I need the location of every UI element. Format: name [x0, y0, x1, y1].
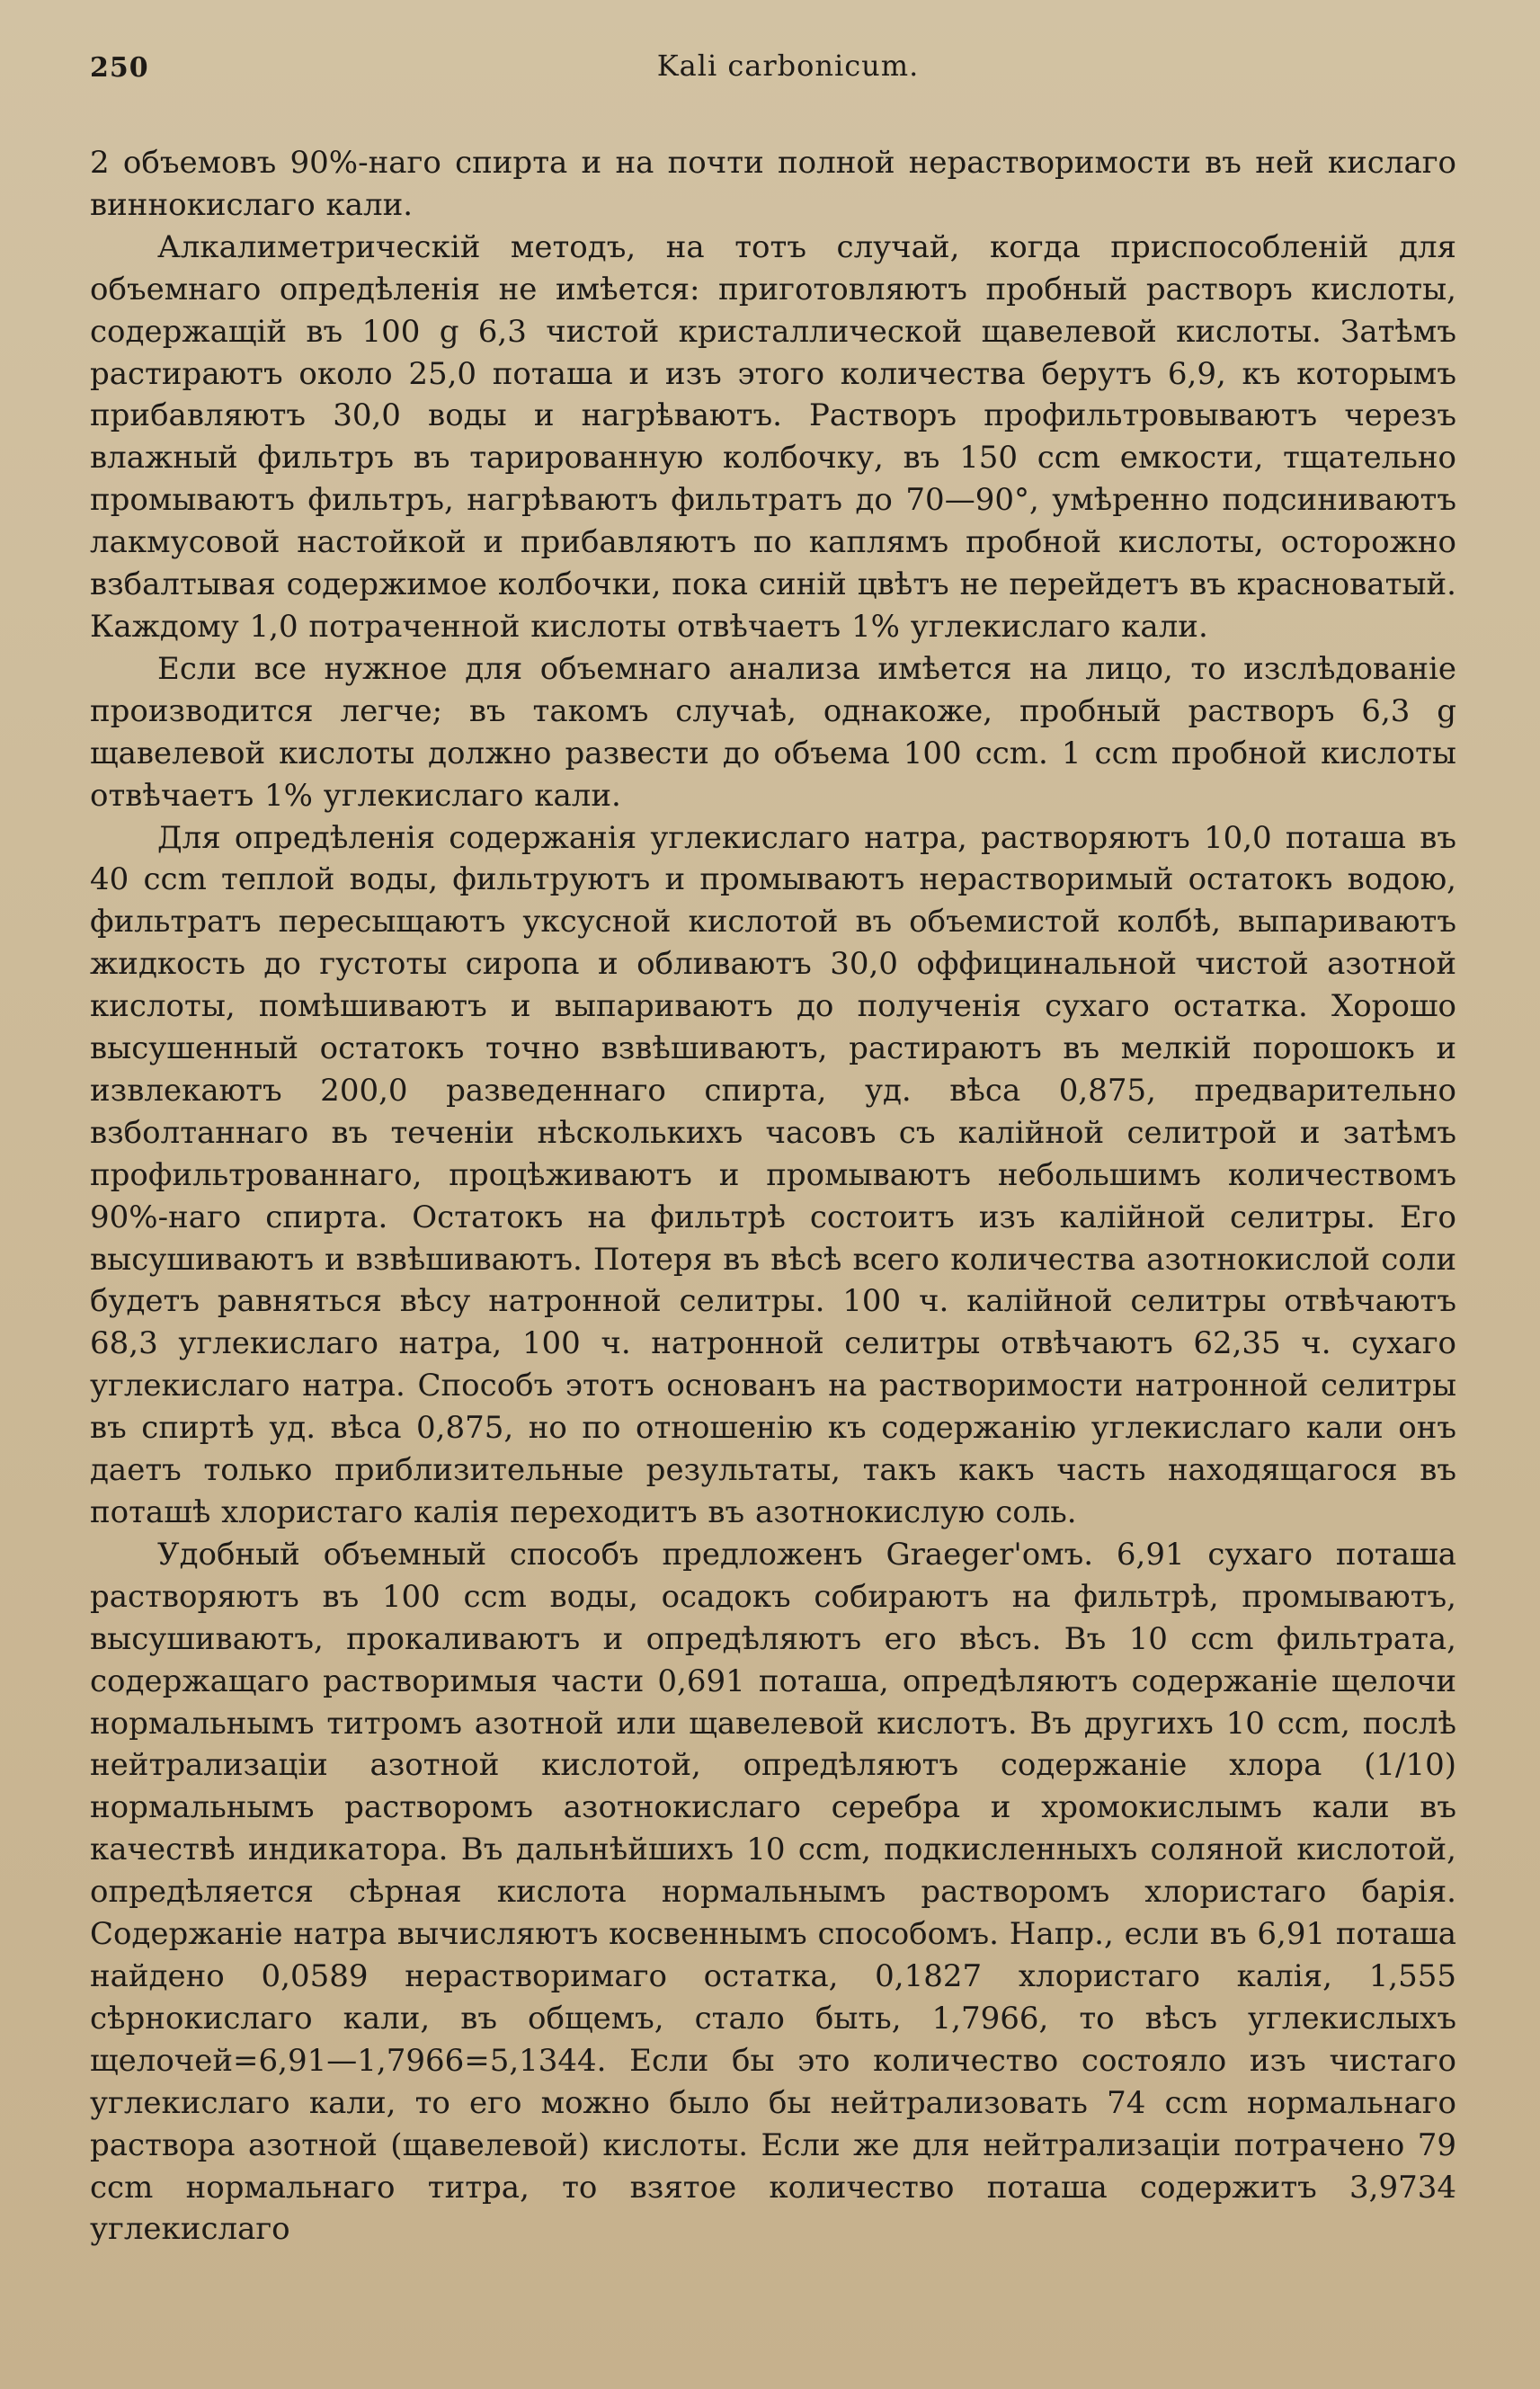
- paragraph-volumetric-analysis: Если все нужное для объемнаго анализа имѣется на лицо, то изслѣдованіе производится легче; въ такомъ случаѣ, однакоже, пробный растворъ 6,3 g щавелевой кислоты должно развести до объема 100 ccm. 1 ccm пробной кислоты отвѣчаетъ 1% углекислаго кали.: [90, 650, 1456, 814]
- paragraph-alkalimetric-method: Алкалиметрическій методъ, на тотъ случай, когда приспособленій для объемнаго опредѣленія не имѣется: приготовляютъ пробный растворъ кислоты, содержащій въ 100 g 6,3 чистой кристаллической щавелевой кислоты. Затѣмъ растираютъ около 25,0 поташа и изъ этого количества берутъ 6,9, къ которымъ прибавляютъ 30,0 воды и нагрѣваютъ. Растворъ профильтровываютъ черезъ влажный фильтръ въ тарированную колбочку, въ 150 ccm емкости, тщательно промываютъ фильтръ, нагрѣваютъ фильтратъ до 70—90°, умѣренно подсиниваютъ лакмусовой настойкой и прибавляютъ по каплямъ пробной кислоты, осторожно взбалтывая содержимое колбочки, пока синій цвѣтъ не перейдетъ въ красноватый. Каждому 1,0 потраченной кислоты отвѣчаетъ 1% углекислаго кали.: [90, 228, 1456, 645]
- page-number: 250: [90, 52, 149, 84]
- running-title: Kali carbonicum.: [656, 49, 920, 83]
- body-text: [90, 142, 1456, 2251]
- page-header: [90, 43, 1486, 97]
- paragraph-soda-determination: Для опредѣленія содержанія углекислаго натра, растворяютъ 10,0 поташа въ 40 ccm теплой воды, фильтруютъ и промываютъ нерастворимый остатокъ водою, фильтратъ пересыщаютъ уксусной кислотой въ объемистой колбѣ, выпариваютъ жидкость до густоты сиропа и обливаютъ 30,0 оффицинальной чистой азотной кислоты, помѣшиваютъ и выпариваютъ до полученія сухаго остатка. Хорошо высушенный остатокъ точно взвѣшиваютъ, растираютъ въ мелкій порошокъ и извлекаютъ 200,0 разведеннаго спирта, уд. вѣса 0,875, предварительно взболтаннаго въ теченіи нѣсколькихъ часовъ съ калійной селитрой и затѣмъ профильтрованнаго, процѣживаютъ и промываютъ небольшимъ количествомъ 90%-наго спирта. Остатокъ на фильтрѣ состоитъ изъ калійной селитры. Его высушиваютъ и взвѣшиваютъ. Потеря въ вѣсѣ всего количества азотнокислой соли будетъ равняться вѣсу натронной селитры. 100 ч. калійной селитры отвѣчаютъ 68,3 углекислаго натра, 100 ч. натронной селитры отвѣчаютъ 62,35 ч. сухаго углекислаго натра. Способъ этотъ основанъ на растворимости натронной селитры въ спиртѣ уд. вѣса 0,875, но по отношенію къ содержанію углекислаго кали онъ даетъ только приблизительные результаты, такъ какъ часть находящагося въ поташѣ хлористаго калія переходитъ въ азотнокислую соль.: [90, 819, 1456, 1530]
- paragraph-continued: 2 объемовъ 90%-наго спирта и на почти полной нерастворимости въ ней кислаго виннокислаго кали.: [90, 145, 1456, 223]
- paragraph-graeger-method: Удобный объемный способъ предложенъ Graeger'омъ. 6,91 сухаго поташа растворяютъ въ 100 ccm воды, осадокъ собираютъ на фильтрѣ, промываютъ, высушиваютъ, прокаливаютъ и опредѣляютъ его вѣсъ. Въ 10 ccm фильтрата, содержащаго растворимыя части 0,691 поташа, опредѣляютъ содержаніе щелочи нормальнымъ титромъ азотной или щавелевой кислотъ. Въ другихъ 10 ccm, послѣ нейтрализаціи азотной кислотой, опредѣляютъ содержаніе хлора (1/10) нормальнымъ растворомъ азотнокислаго серебра и хромокислымъ кали въ качествѣ индикатора. Въ дальнѣйшихъ 10 ccm, подкисленныхъ соляной кислотой, опредѣляется сѣрная кислота нормальнымъ растворомъ хлористаго барія. Содержаніе натра вычисляютъ косвеннымъ способомъ. Напр., если въ 6,91 поташа найдено 0,0589 нерастворимаго остатка, 0,1827 хлористаго калія, 1,555 сѣрнокислаго кали, въ общемъ, стало быть, 1,7966, то вѣсъ углекислыхъ щелочей=6,91—1,7966=5,1344. Если бы это количество состояло изъ чистаго углекислаго кали, то его можно было бы нейтрализовать 74 ccm нормальнаго раствора азотной (щавелевой) кислоты. Если же для нейтрализаціи потрачено 79 ccm нормальнаго титра, то взятое количество поташа содержитъ 3,9734 углекислаго: [90, 1536, 1456, 2248]
